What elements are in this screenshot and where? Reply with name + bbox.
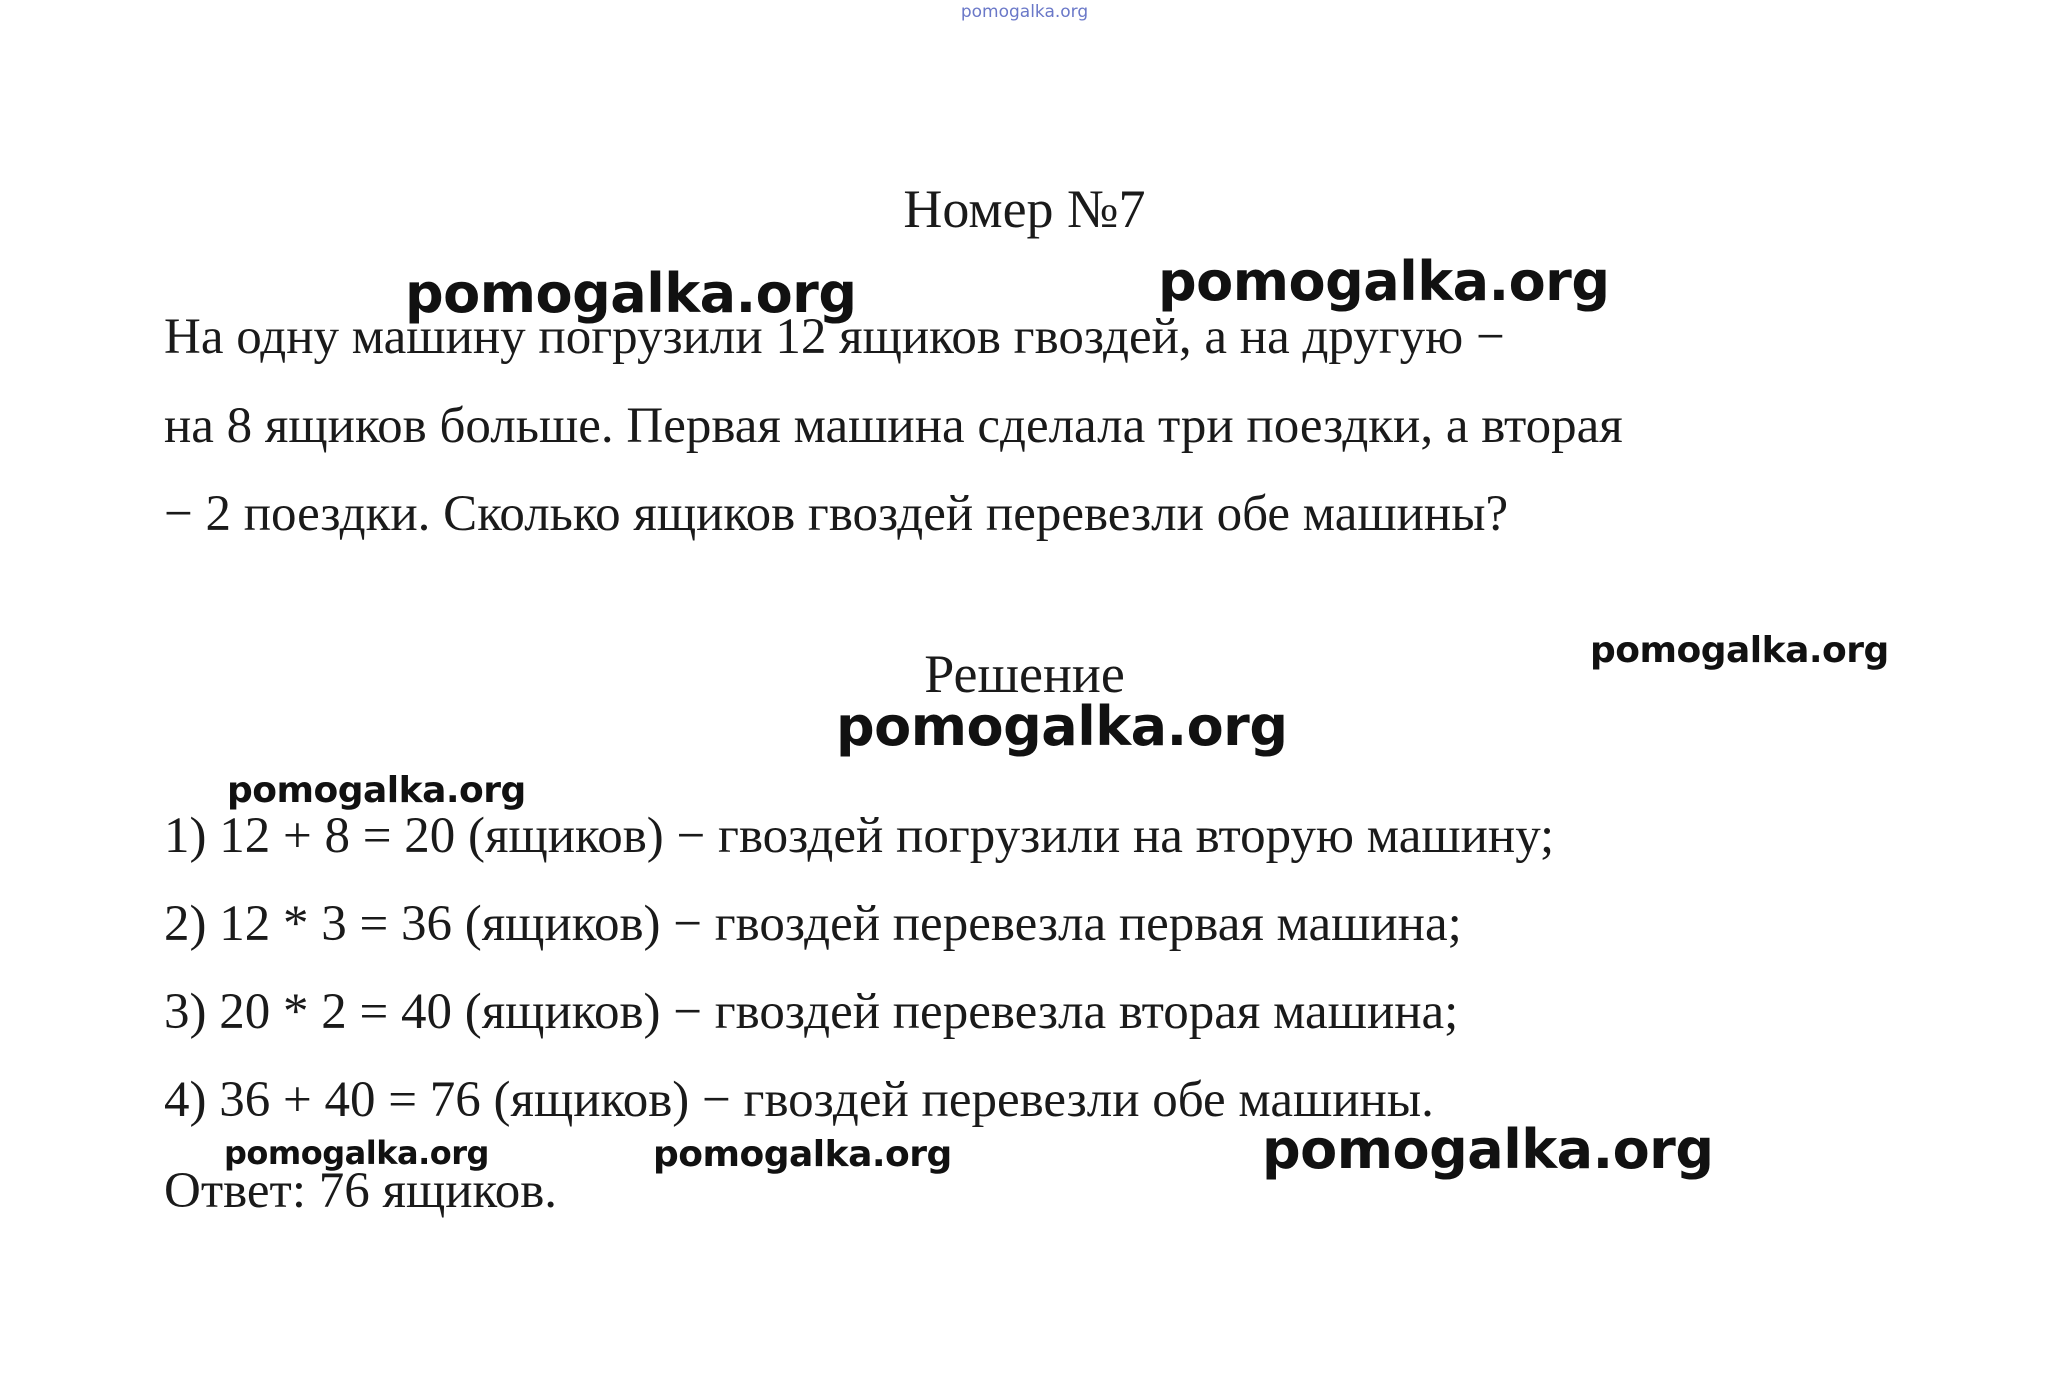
watermark: pomogalka.org: [1158, 250, 1610, 313]
watermark: pomogalka.org: [653, 1134, 952, 1175]
solution-step-2: 2) 12 * 3 = 36 (ящиков) − гвоздей перевезла первая машина;: [164, 896, 1462, 952]
header-watermark: pomogalka.org: [960, 2, 1089, 22]
solution-step-4: 4) 36 + 40 = 76 (ящиков) − гвоздей перевезли обе машины.: [164, 1072, 1434, 1128]
watermark: pomogalka.org: [1262, 1118, 1714, 1181]
watermark: pomogalka.org: [224, 1134, 489, 1172]
watermark: pomogalka.org: [1590, 630, 1889, 671]
watermark: pomogalka.org: [227, 770, 526, 811]
solution-step-3: 3) 20 * 2 = 40 (ящиков) − гвоздей перевезла вторая машина;: [164, 984, 1459, 1040]
watermark: pomogalka.org: [405, 262, 857, 325]
problem-line-2: на 8 ящиков больше. Первая машина сделала три поездки, а вторая: [164, 398, 1623, 454]
answer-line: Ответ: 76 ящиков.: [164, 1163, 558, 1219]
problem-line-3: − 2 поездки. Сколько ящиков гвоздей перевезли обе машины?: [164, 486, 1509, 542]
solution-step-1: 1) 12 + 8 = 20 (ящиков) − гвоздей погрузили на вторую машину;: [164, 808, 1555, 864]
solution-title: Решение: [924, 644, 1125, 704]
problem-line-1: На одну машину погрузили 12 ящиков гвоздей, а на другую −: [164, 309, 1505, 365]
problem-title: Номер №7: [903, 179, 1146, 239]
watermark: pomogalka.org: [836, 695, 1288, 758]
